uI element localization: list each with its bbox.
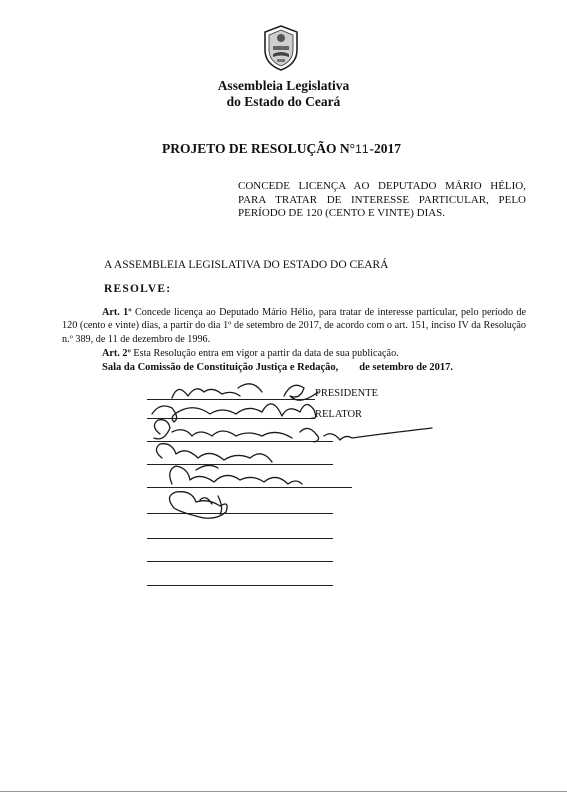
organization-name-line1: Assembleia Legislativa [217,78,350,93]
signature-5 [170,466,302,484]
art2-text: Esta Resolução entra em vigor a partir da data de sua publicação. [133,348,399,359]
presidente-label: PRESIDENTE [315,388,378,399]
art1-text: Concede licença ao Deputado Mário Hélio, para tratar de interesse particular, pelo período de 120 (cento e vinte) dias, a partir do dia 1º de setembro de 2017, de acordo com o art. 151, inciso IV da Resolução n.º 389, de 11 de dezembro de 1996. [62,307,527,345]
organization-name-line2: do Estado do Ceará [226,94,341,109]
art1-label: Art. 1º [102,307,132,318]
sala-text: Sala da Comissão de Constituição Justiça e Redação, [102,362,339,373]
signature-4 [156,444,272,470]
signature-presidente [172,384,318,400]
sala-date: de setembro de 2017. [359,362,453,373]
resolution-number: 11 [355,142,370,156]
ementa-summary: CONCEDE LICENÇA AO DEPUTADO MÁRIO HÉLIO, PARA TRATAR DE INTERESSE PARTICULAR, PELO PERÍODO DE 120 (CENTO E VINTE) DIAS. [238,180,526,219]
resolve-heading: RESOLVE: [104,283,172,295]
art2-label: Art. 2º [102,348,131,359]
footer-rule [0,791,567,792]
title-prefix: PROJETO DE RESOLUÇÃO N° [162,141,356,156]
signature-3 [154,420,432,442]
title-year: 2017 [374,141,402,156]
assembly-heading: A ASSEMBLEIA LEGISLATIVA DO ESTADO DO CEARÁ [104,259,389,271]
title-separator: - [369,141,375,156]
relator-label: RELATOR [315,409,363,420]
signature-6 [169,492,227,519]
signature-relator [152,404,316,422]
